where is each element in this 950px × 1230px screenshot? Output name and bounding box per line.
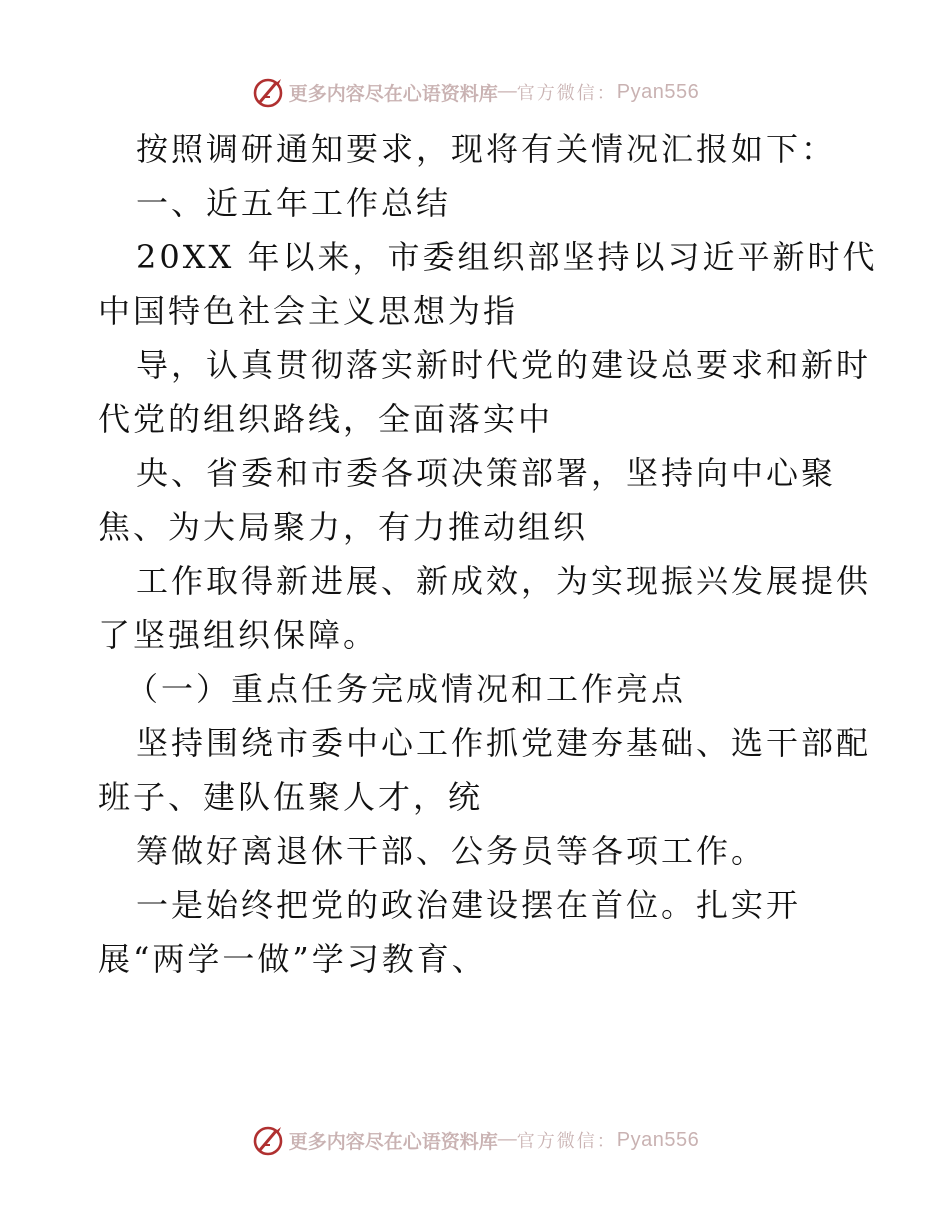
document-body [98, 122, 878, 986]
text-line: 坚持围绕市委中心工作抓党建夯基础、选干部配 [136, 724, 872, 762]
subsection-heading-1: （一）重点任务完成情况和工作亮点 [126, 670, 687, 708]
watermark-contact-label: 官方微信： [516, 83, 617, 104]
text-line-intro: 按照调研通知要求，现将有关情况汇报如下： [136, 130, 837, 168]
text-line: 焦、为大局聚力，有力推动组织 [98, 508, 589, 546]
text-line: 导，认真贯彻落实新时代党的建设总要求和新时 [136, 346, 872, 384]
watermark-contact-id: Pyan556 [616, 1128, 700, 1151]
text-line: 20XX 年以来，市委组织部坚持以习近平新时代 [136, 238, 878, 276]
footer-watermark [0, 1120, 950, 1160]
text-line: 代党的组织路线，全面落实中 [98, 400, 554, 438]
watermark-contact-id: Pyan556 [616, 80, 700, 103]
watermark-separator: — [497, 1129, 517, 1150]
text-line: 中国特色社会主义思想为指 [98, 292, 519, 330]
watermark-brand: 更多内容尽在心语资料库 [288, 1130, 498, 1153]
header-watermark [0, 72, 950, 112]
text-line: 了坚强组织保障。 [98, 616, 379, 654]
text-line: 筹做好离退休干部、公务员等各项工作。 [136, 832, 767, 870]
quill-logo-icon [251, 75, 285, 109]
text-line: 展“两学一做”学习教育、 [98, 940, 487, 978]
text-line: 班子、建队伍聚人才，统 [98, 778, 484, 816]
quill-logo-icon [251, 1123, 285, 1157]
watermark-separator: — [497, 81, 517, 102]
watermark-contact-label: 官方微信： [516, 1131, 617, 1152]
watermark-brand: 更多内容尽在心语资料库 [288, 82, 498, 105]
text-line: 一是始终把党的政治建设摆在首位。扎实开 [136, 886, 802, 924]
text-line: 工作取得新进展、新成效，为实现振兴发展提供 [136, 562, 872, 600]
text-line: 央、省委和市委各项决策部署，坚持向中心聚 [136, 454, 837, 492]
section-heading-1: 一、近五年工作总结 [136, 184, 452, 222]
